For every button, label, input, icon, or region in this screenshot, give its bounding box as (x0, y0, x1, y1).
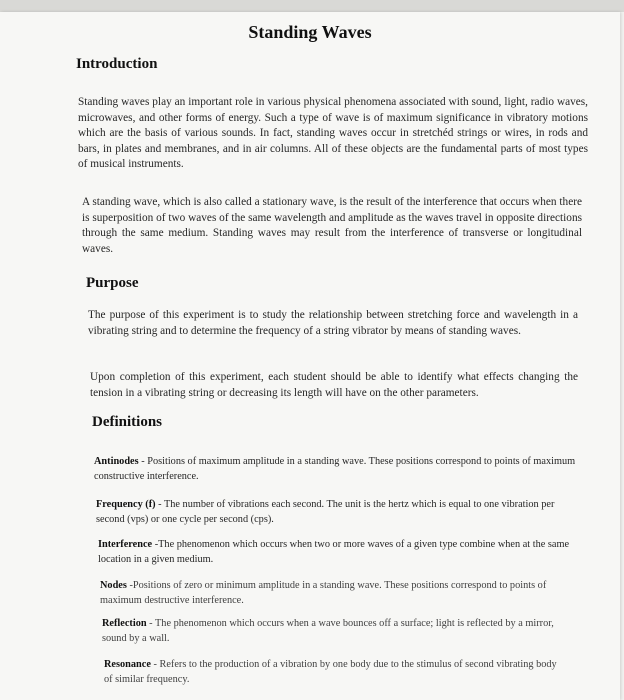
document-page (0, 12, 620, 700)
definition-term: Frequency (f) (96, 499, 156, 510)
definition-antinodes (94, 454, 578, 484)
purpose-paragraph-1: The purpose of this experiment is to study the relationship between stretching force and wavelength in a vibrating string and to determine the frequency of a string vibrator by means of standing waves. (88, 309, 578, 337)
page-title: Standing Waves (248, 22, 372, 42)
definition-text: -The phenomenon which occurs when two or more waves of a given type combine when at the same location in a given medium. (98, 539, 570, 565)
definition-text: - The phenomenon which occurs when a wave bounces off a surface; light is reflected by a mirror, sound by a wall. (102, 618, 554, 644)
definition-frequency (96, 497, 578, 527)
definitions-heading: Definitions (92, 414, 163, 430)
definition-term: Reflection (102, 618, 147, 629)
purpose-paragraph-2: Upon completion of this experiment, each student should be able to identify what effects changing the tension in a vibrating string or decreasing its length will have on the other parameters. (90, 371, 578, 399)
introduction-paragraph-1: Standing waves play an important role in various physical phenomena associated with sound, light, radio waves, microwaves, and other forms of energy. Such a type of wave is of maximum significance in vibratory motions which are the basis of various sounds. In fact, standing waves occur in stretchéd strings or wires, in rods and bars, in plates and membranes, and in air columns. All of these objects are the fundamental parts of most types of musical instruments. (78, 96, 588, 170)
purpose-heading: Purpose (86, 275, 139, 291)
definition-text: - Positions of maximum amplitude in a standing wave. These positions correspond to points of maximum constructive interference. (94, 456, 576, 482)
definition-term: Antinodes (94, 456, 139, 467)
introduction-paragraph-2: A standing wave, which is also called a stationary wave, is the result of the interference that occurs when there is superposition of two waves of the same wavelength and amplitude as the waves travel in opposite directions through the same medium. Standing waves may result from the interference of transverse or longitudinal waves. (82, 196, 582, 255)
introduction-heading: Introduction (76, 56, 158, 72)
definition-resonance (104, 657, 566, 687)
definition-term: Interference (98, 539, 153, 550)
definition-text: -Positions of zero or minimum amplitude in a standing wave. These positions correspond to points of maximum destructive interference. (100, 580, 547, 606)
definition-reflection (102, 616, 568, 646)
top-bar (0, 0, 624, 12)
definition-text: - Refers to the production of a vibration by one body due to the stimulus of second vibrating body of similar frequency. (104, 659, 557, 685)
definition-term: Nodes (100, 580, 127, 591)
definition-text: - The number of vibrations each second. The unit is the hertz which is equal to one vibration per second (vps) or one cycle per second (cps). (96, 499, 555, 525)
definition-interference (98, 537, 578, 567)
definition-term: Resonance (104, 659, 151, 670)
definition-nodes (100, 578, 574, 608)
